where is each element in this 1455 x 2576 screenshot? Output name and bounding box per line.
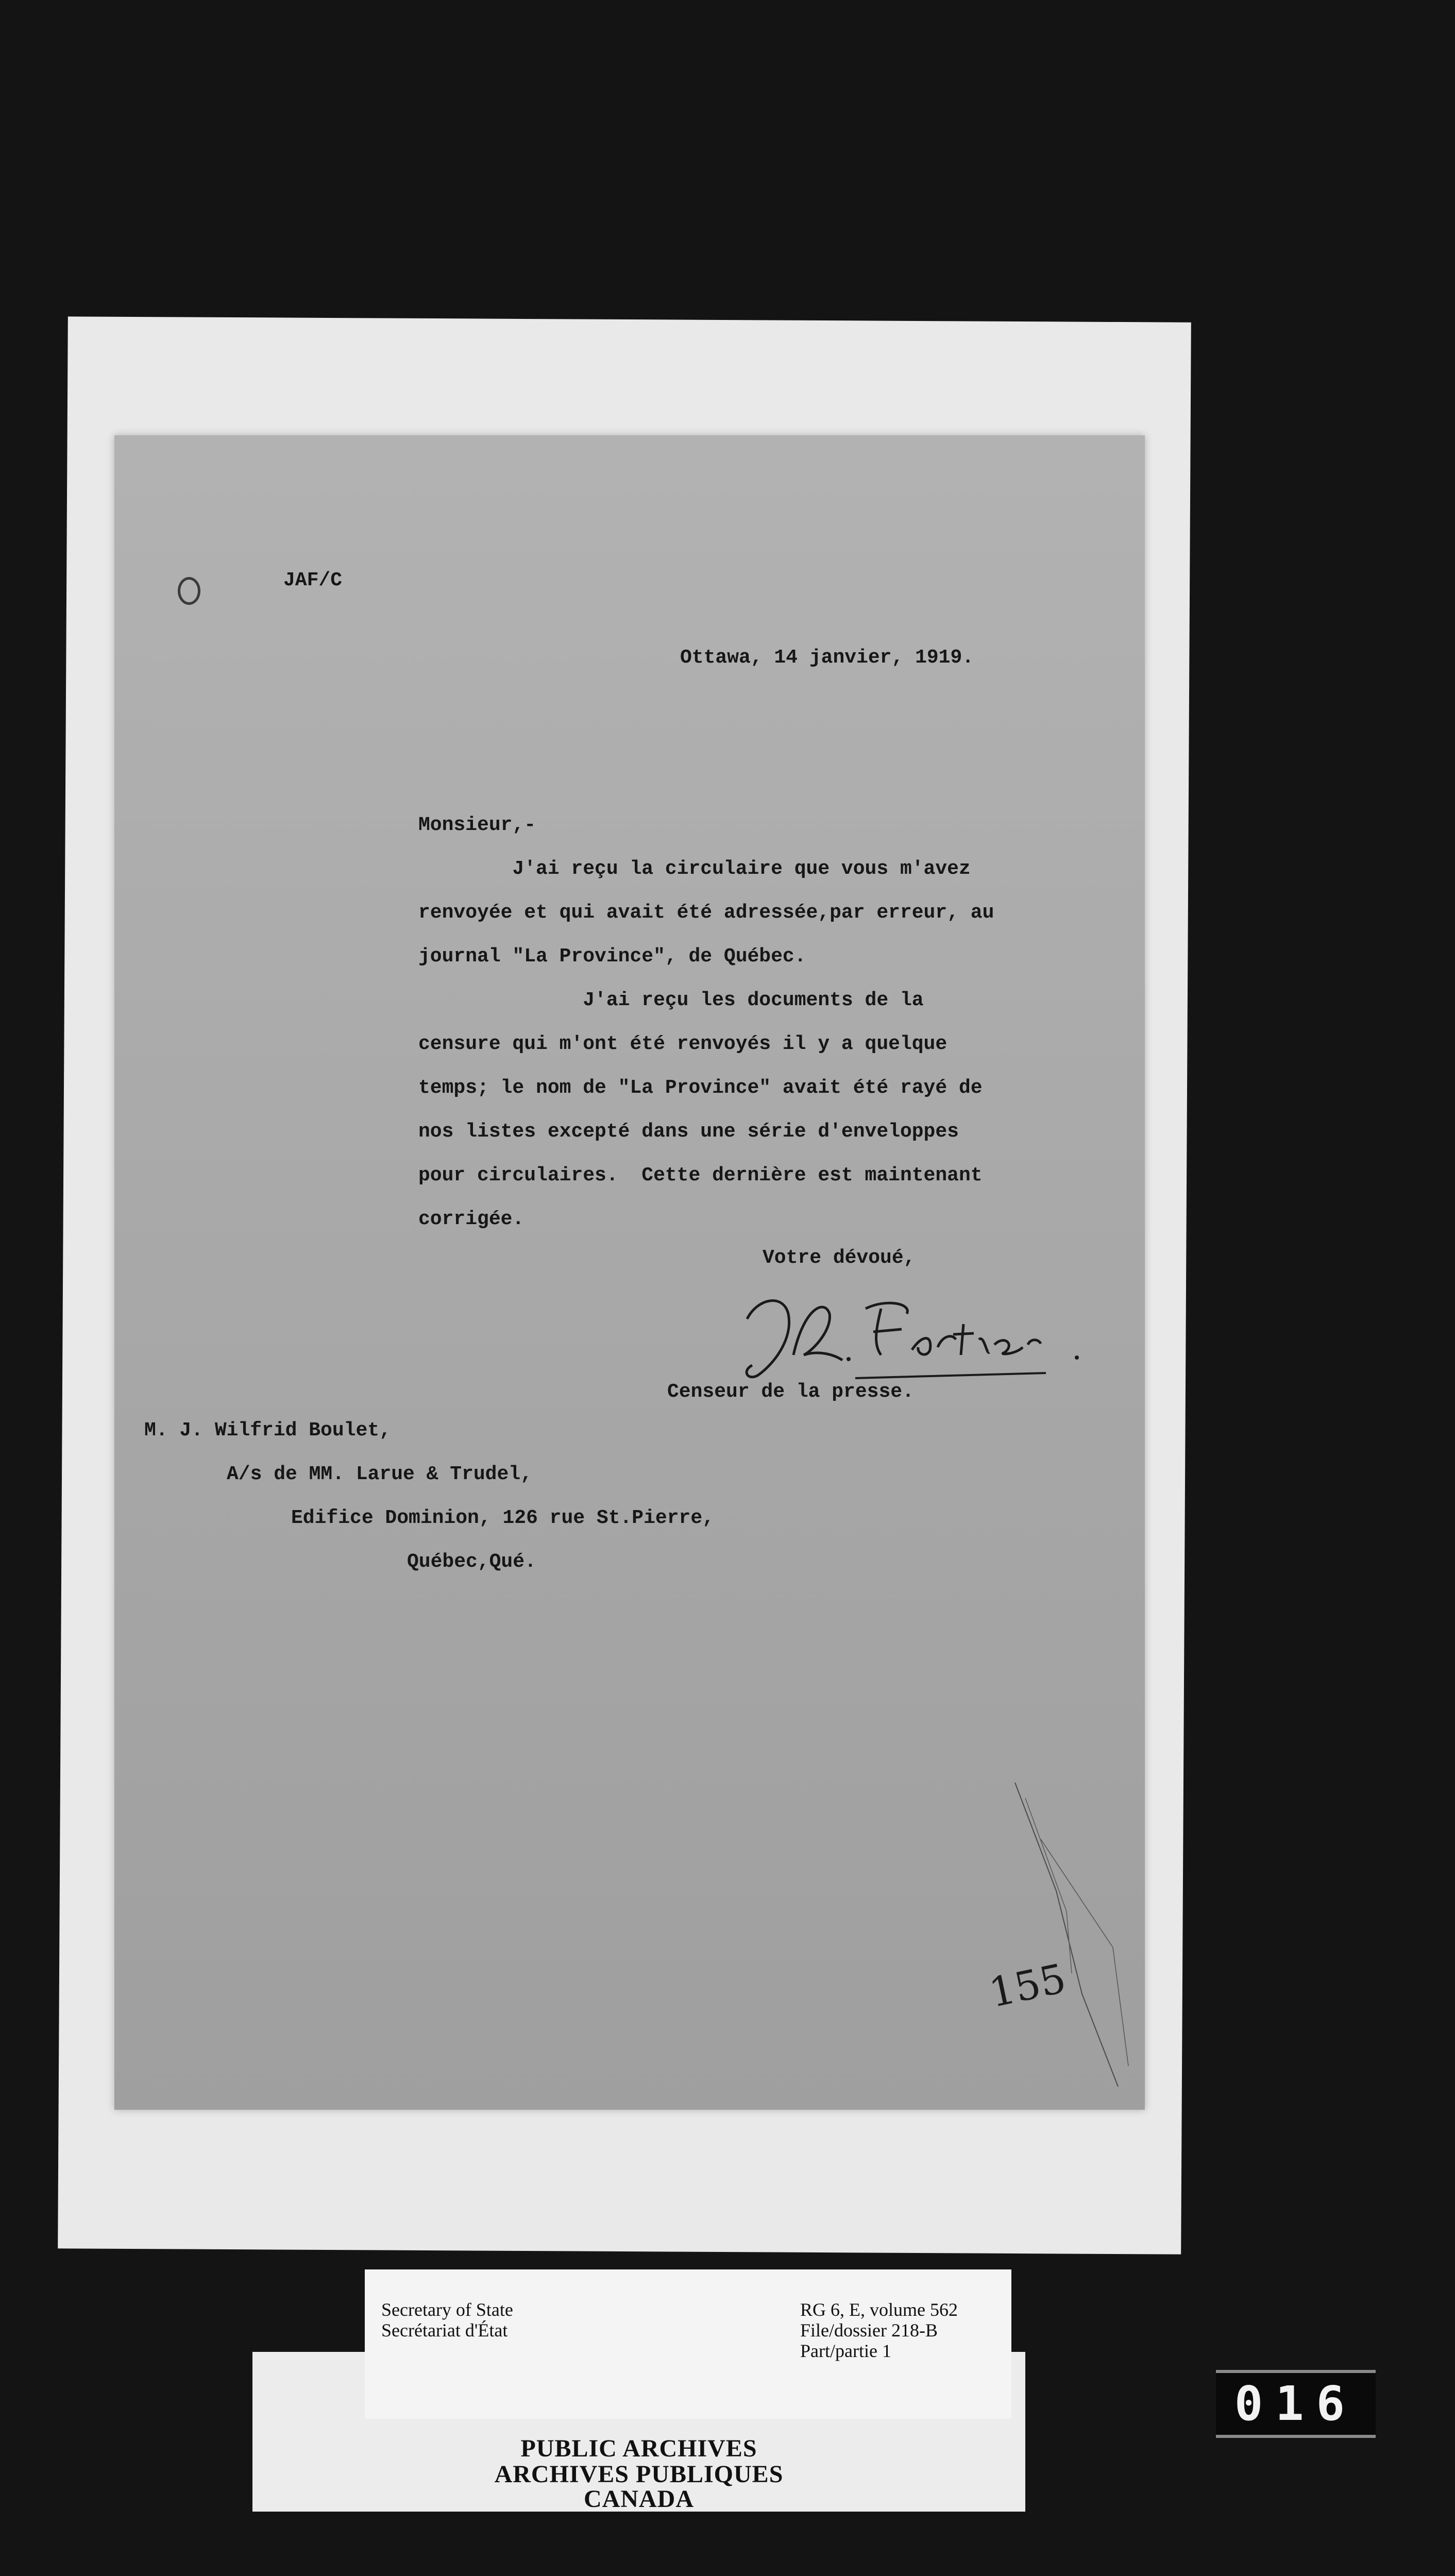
letter-body-line: corrigée. [418,1208,525,1230]
department-french: Secrétariat d'État [381,2320,508,2341]
letter-body-line: J'ai reçu la circulaire que vous m'avez [418,858,971,880]
frame-number: 016 [1234,2376,1358,2431]
letter-salutation: Monsieur,- [418,814,536,836]
handwritten-page-number [985,1955,1087,2035]
archive-reference-label [365,2269,1011,2419]
page-number-text: 155 [985,1955,1070,2017]
letter-body-line: pour circulaires. Cette dernière est maintenant [418,1164,983,1187]
recipient-street: Edifice Dominion, 126 rue St.Pierre, [291,1507,714,1529]
archive-stamp-line: ARCHIVES PUBLIQUES [494,2461,784,2488]
archive-file: File/dossier 218-B [800,2320,938,2341]
handwritten-signature [726,1278,1097,1391]
letter-body-line: censure qui m'ont été renvoyés il y a quelque [418,1033,948,1055]
letter-body-line: nos listes excepté dans une série d'enveloppes [418,1121,959,1143]
letter-reference: JAF/C [283,569,343,591]
letter-body-line: renvoyée et qui avait été adressée,par erreur, au [418,902,994,924]
archive-stamp-line: CANADA [584,2485,694,2513]
archive-part: Part/partie 1 [800,2341,891,2361]
recipient-name: M. J. Wilfrid Boulet, [144,1419,391,1442]
archive-volume: RG 6, E, volume 562 [800,2299,958,2320]
recipient-care-of: A/s de MM. Larue & Trudel, [227,1463,532,1485]
letter-body-line: journal "La Province", de Québec. [418,945,806,968]
letter-body-line: J'ai reçu les documents de la [418,989,924,1011]
letter-page [114,435,1145,2110]
letter-closing: Votre dévoué, [763,1247,916,1269]
letter-body-line: temps; le nom de "La Province" avait été rayé de [418,1077,983,1099]
punch-hole [178,577,200,605]
sender-title: Censeur de la presse. [667,1381,914,1403]
paper-scratches [1010,1777,1133,2097]
archive-stamp-line: PUBLIC ARCHIVES [520,2435,757,2462]
letter-date: Ottawa, 14 janvier, 1919. [680,647,974,669]
microfilm-frame-badge [1216,2370,1376,2438]
recipient-city: Québec,Qué. [407,1551,536,1573]
department-english: Secretary of State [381,2299,513,2320]
